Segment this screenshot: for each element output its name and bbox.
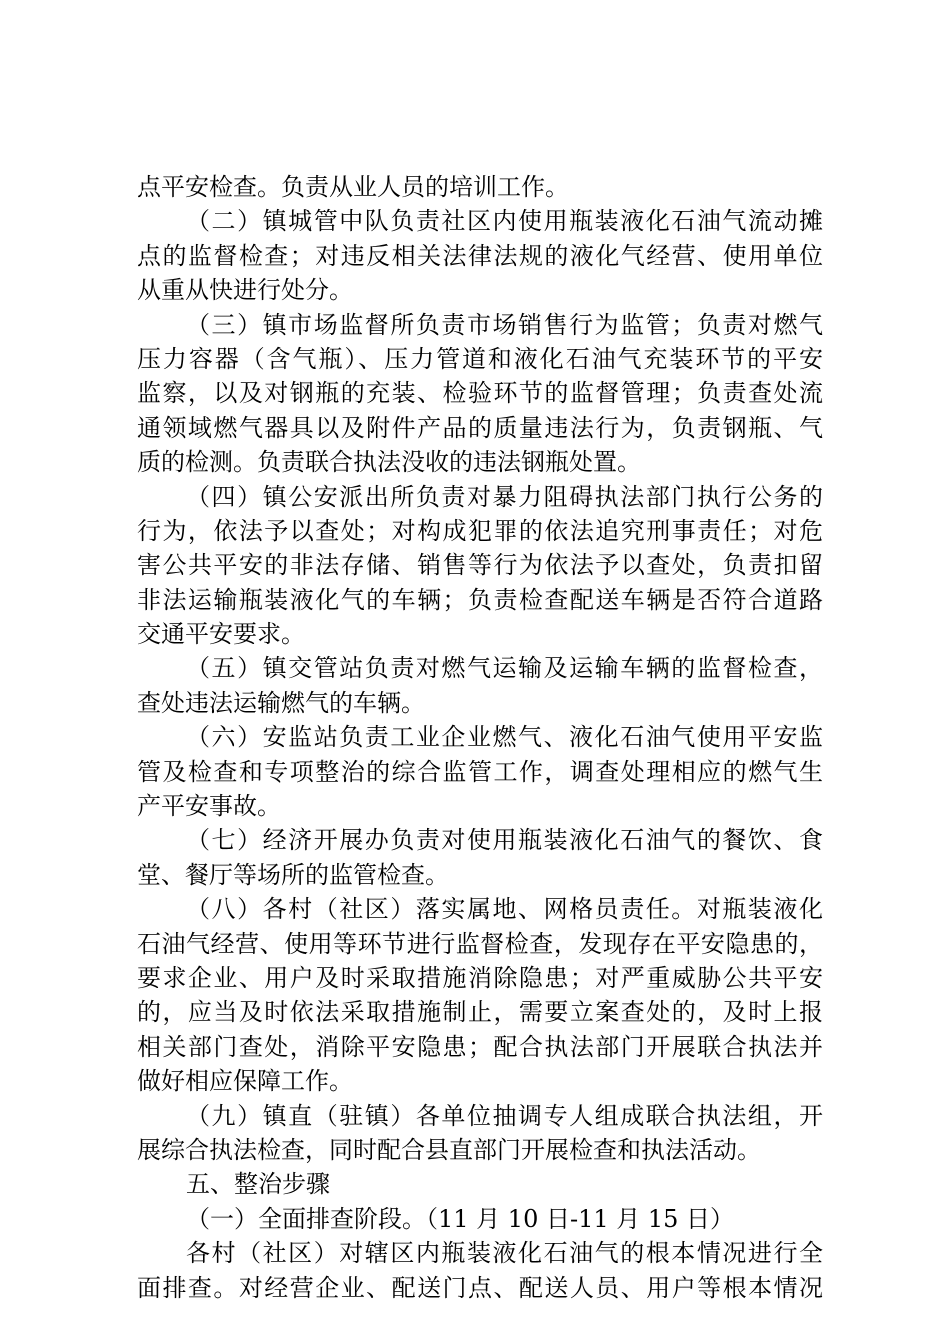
text-line: 的，应当及时依法采取措施制止，需要立案查处的，及时上报: [137, 998, 823, 1027]
text-line: 点平安检查。负责从业人员的培训工作。: [137, 173, 569, 201]
text-line: 要求企业、用户及时采取措施消除隐患；对严重威胁公共平安: [137, 963, 823, 992]
text-line: （九）镇直（驻镇）各单位抽调专人组成联合执法组，开: [186, 1101, 823, 1130]
text-line: （六）安监站负责工业企业燃气、液化石油气使用平安监: [186, 723, 823, 752]
text-line: （八）各村（社区）落实属地、网格员责任。对瓶装液化: [186, 895, 823, 924]
text-line: 做好相应保障工作。: [137, 1067, 353, 1096]
text-line: 石油气经营、使用等环节进行监督检查，发现存在平安隐患的，: [137, 929, 823, 958]
text-line: 堂、餐厅等场所的监管检查。: [137, 860, 449, 889]
text-line: （四）镇公安派出所负责对暴力阻碍执法部门执行公务的: [186, 482, 823, 511]
text-line: 五、整治步骤: [186, 1170, 330, 1199]
text-line: 展综合执法检查，同时配合县直部门开展检查和执法活动。: [137, 1135, 761, 1164]
text-line: 面排查。对经营企业、配送门点、配送人员、用户等根本情况: [137, 1273, 823, 1302]
text-line: 管及检查和专项整治的综合监管工作，调查处理相应的燃气生: [137, 757, 823, 786]
text-line: （五）镇交管站负责对燃气运输及运输车辆的监督检查，: [186, 654, 823, 683]
text-line: （七）经济开展办负责对使用瓶装液化石油气的餐饮、食: [186, 826, 823, 855]
text-line: （三）镇市场监督所负责市场销售行为监管；负责对燃气: [186, 310, 823, 339]
text-line: （二）镇城管中队负责社区内使用瓶装液化石油气流动摊: [186, 207, 823, 236]
text-line: 质的检测。负责联合执法没收的违法钢瓶处置。: [137, 448, 641, 477]
text-line: 点的监督检查；对违反相关法律法规的液化气经营、使用单位: [137, 241, 823, 270]
text-line: 相关部门查处，消除平安隐患；配合执法部门开展联合执法并: [137, 1032, 823, 1061]
text-line: 非法运输瓶装液化气的车辆；负责检查配送车辆是否符合道路: [137, 585, 823, 614]
text-line: 产平安事故。: [137, 792, 281, 821]
text-line: 查处违法运输燃气的车辆。: [137, 688, 425, 717]
text-line: 从重从快进行处分。: [137, 276, 353, 305]
text-line: 交通平安要求。: [137, 620, 305, 649]
text-line: 监察，以及对钢瓶的充装、检验环节的监督管理；负责查处流: [137, 379, 823, 408]
text-line: 压力容器（含气瓶）、压力管道和液化石油气充装环节的平安: [137, 344, 823, 373]
text-line: 通领域燃气器具以及附件产品的质量违法行为，负责钢瓶、气: [137, 413, 823, 442]
document-body: [137, 170, 823, 1305]
text-line: 各村（社区）对辖区内瓶装液化石油气的根本情况进行全: [186, 1239, 823, 1268]
text-line: （一）全面排查阶段。（11 月 10 日-11 月 15 日）: [186, 1204, 735, 1233]
text-line: 害公共平安的非法存储、销售等行为依法予以查处，负责扣留: [137, 551, 823, 580]
text-line: 行为，依法予以查处；对构成犯罪的依法追究刑事责任；对危: [137, 516, 823, 545]
